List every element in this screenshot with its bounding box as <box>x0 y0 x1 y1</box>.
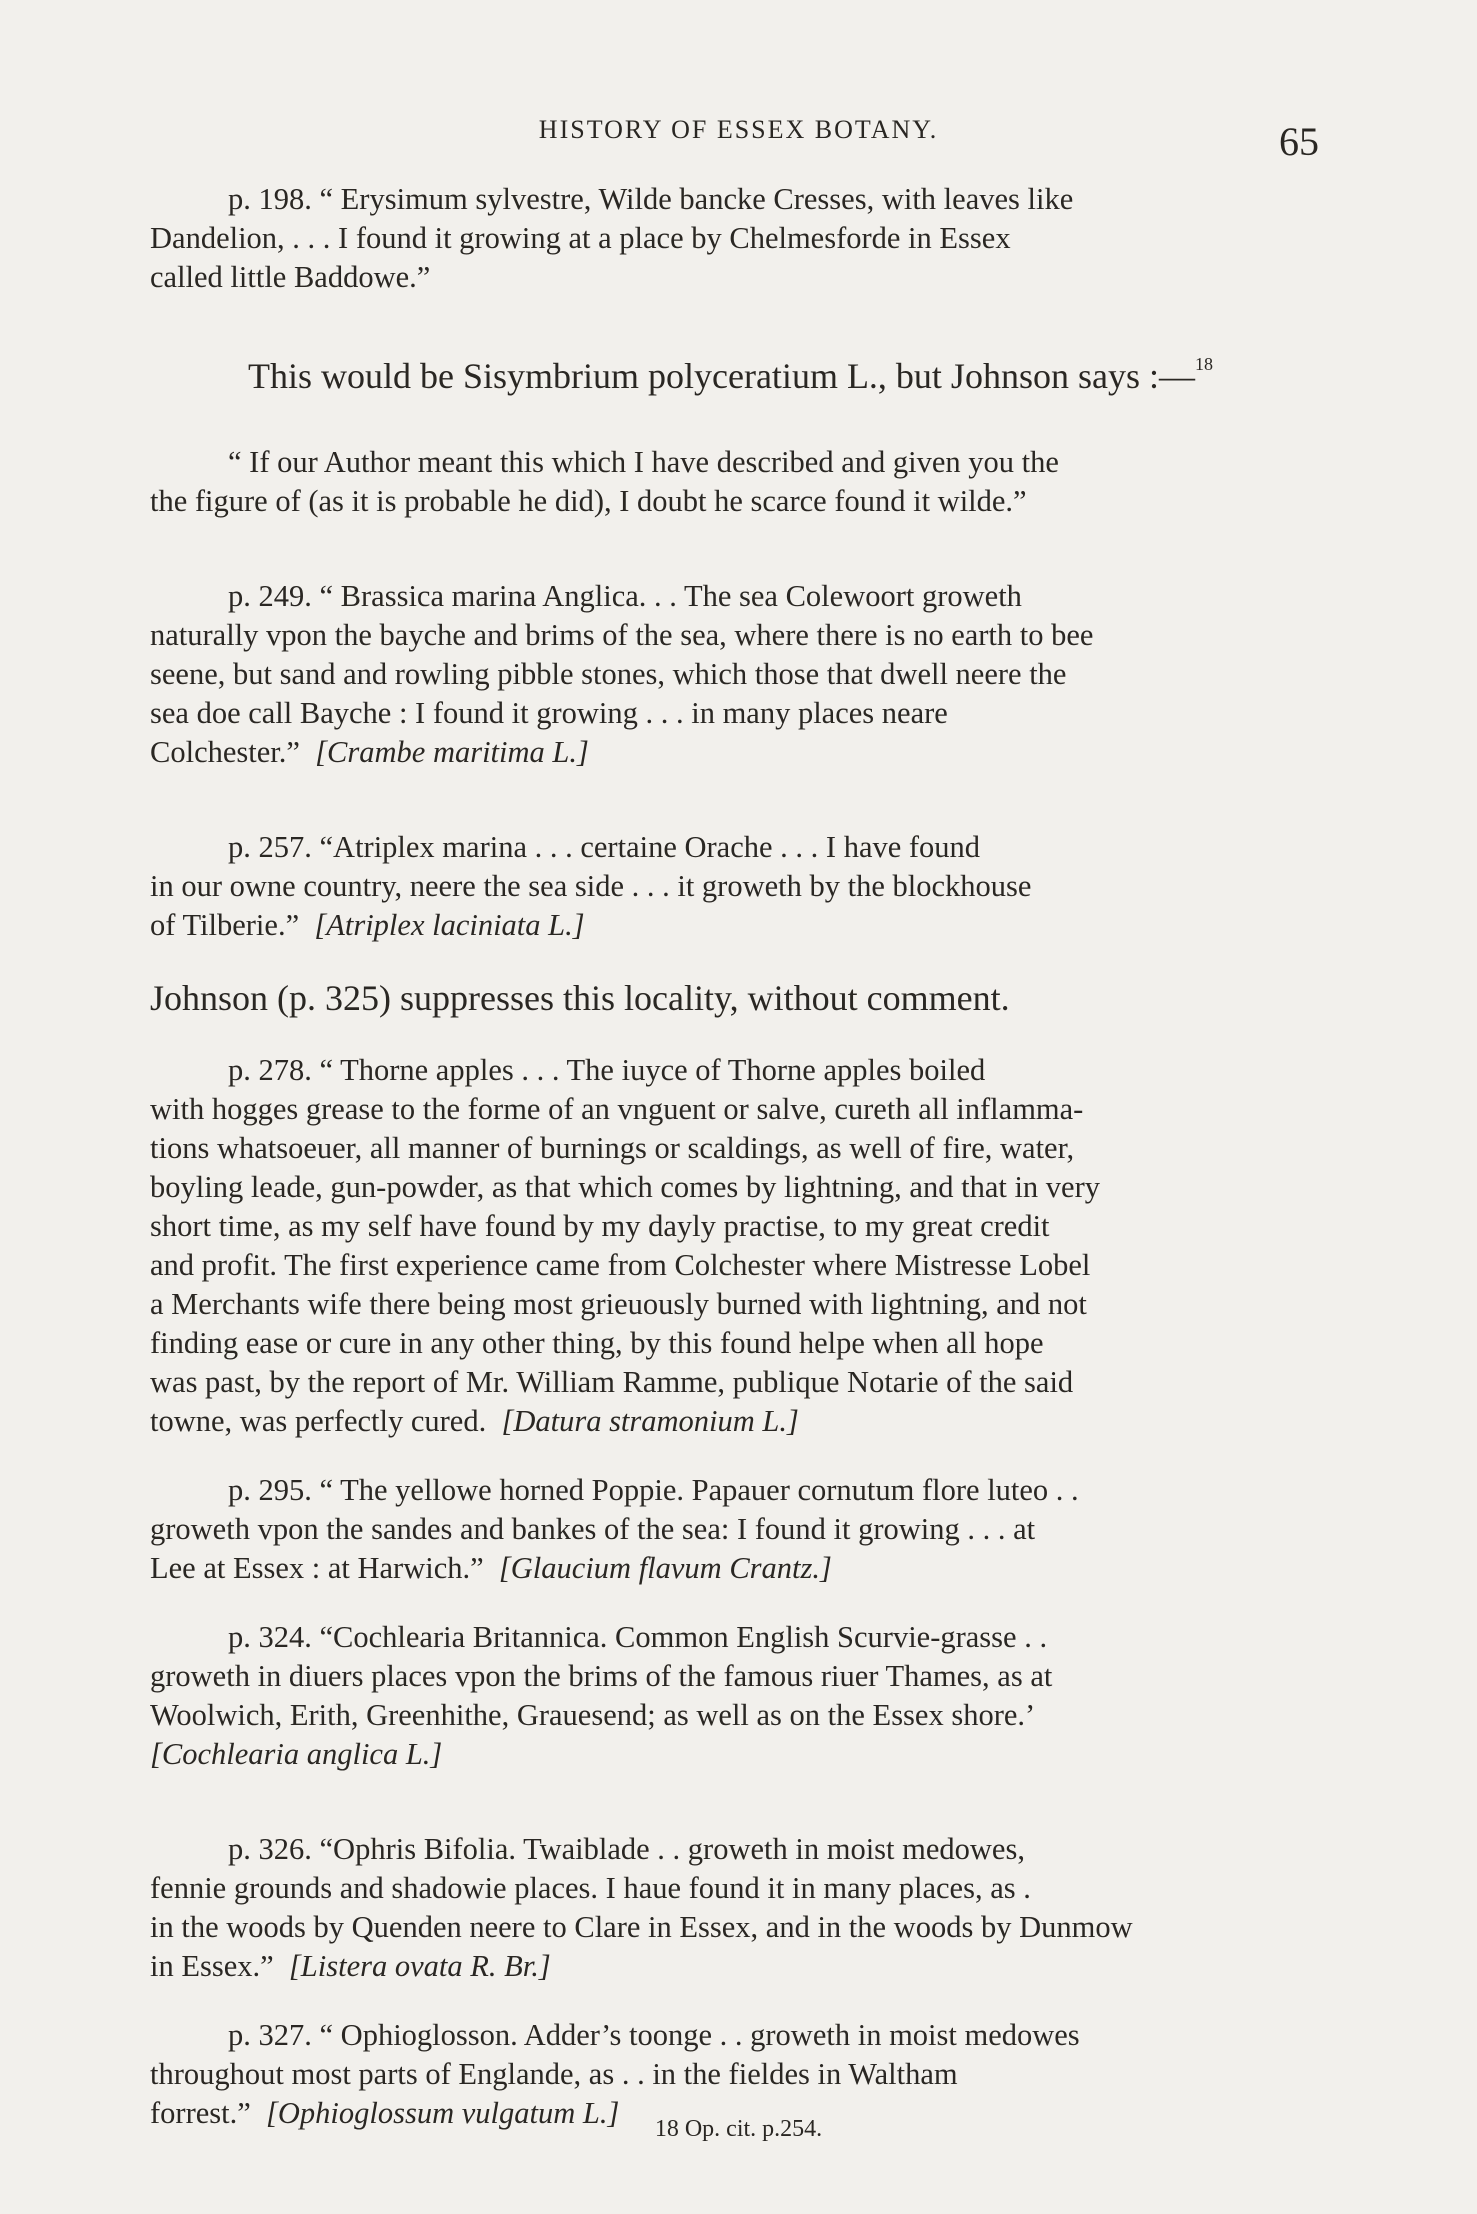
determination: [Glaucium flavum Crantz.] <box>498 1551 832 1585</box>
entry-p278 <box>150 1051 1320 1441</box>
entry-p324 <box>150 1618 1320 1774</box>
entry-line: Lee at Essex : at Harwich.” <box>150 1551 484 1585</box>
entry-p295 <box>150 1471 1320 1588</box>
page-body <box>150 180 1320 2133</box>
entry-line: sea doe call Bayche : I found it growing . . . in many places neare <box>150 696 948 730</box>
quote-line: “ If our Author meant this which I have described and given you the <box>228 445 1059 479</box>
entry-line: naturally vpon the bayche and brims of the sea, where there is no earth to bee <box>150 618 1094 652</box>
entry-line: of Tilberie.” <box>150 908 300 942</box>
entry-line: in the woods by Quenden neere to Clare in Essex, and in the woods by Dunmow <box>150 1910 1133 1944</box>
commentary-johnson-suppresses: Johnson (p. 325) suppresses this locality, without comment. <box>150 978 1010 1018</box>
entry-line: throughout most parts of Englande, as . . in the fieldes in Waltham <box>150 2057 958 2091</box>
entry-line: p. 257. “Atriplex marina . . . certaine Orache . . . I have found <box>228 830 981 864</box>
determination: [Crambe maritima L.] <box>315 735 589 769</box>
entry-line: short time, as my self have found by my dayly practise, to my great credit <box>150 1209 1050 1243</box>
entry-line: was past, by the report of Mr. William Ramme, publique Notarie of the said <box>150 1365 1074 1399</box>
entry-line: a Merchants wife there being most grieuously burned with lightning, and not <box>150 1287 1087 1321</box>
entry-line: called little Baddowe.” <box>150 260 431 294</box>
entry-line: p. 295. “ The yellowe horned Poppie. Papauer cornutum flore luteo . . <box>228 1473 1079 1507</box>
entry-line: Colchester.” <box>150 735 300 769</box>
commentary-text: This would be Sisymbrium polyceratium L., but Johnson says :— <box>248 356 1195 396</box>
determination: [Atriplex laciniata L.] <box>314 908 585 942</box>
entry-line: p. 324. “Cochlearia Britannica. Common English Scurvie-grasse . . <box>228 1620 1048 1654</box>
determination: [Datura stramonium L.] <box>501 1404 799 1438</box>
footnote: 18 Op. cit. p.254. <box>654 2116 823 2142</box>
entry-line: and profit. The first experience came from Colchester where Mistresse Lobel <box>150 1248 1091 1282</box>
entry-line: p. 198. “ Erysimum sylvestre, Wilde bancke Cresses, with leaves like <box>228 182 1074 216</box>
entry-line: Woolwich, Erith, Greenhithe, Grauesend; as well as on the Essex shore.’ <box>150 1698 1036 1732</box>
determination: [Listera ovata R. Br.] <box>288 1949 551 1983</box>
entry-p249 <box>150 577 1320 772</box>
entry-p326 <box>150 1830 1320 1986</box>
entry-line: in our owne country, neere the sea side . . . it groweth by the blockhouse <box>150 869 1032 903</box>
entry-line: boyling leade, gun-powder, as that which comes by lightning, and that in very <box>150 1170 1100 1204</box>
entry-line: seene, but sand and rowling pibble stones, which those that dwell neere the <box>150 657 1067 691</box>
determination: [Ophioglossum vulgatum L.] <box>266 2096 620 2130</box>
entry-p257 <box>150 828 1320 945</box>
entry-line: fennie grounds and shadowie places. I haue found it in many places, as . <box>150 1871 1031 1905</box>
entry-line: p. 326. “Ophris Bifolia. Twaiblade . . groweth in moist medowes, <box>228 1832 1025 1866</box>
entry-line: p. 327. “ Ophioglosson. Adder’s toonge . . groweth in moist medowes <box>228 2018 1080 2052</box>
entry-line: p. 249. “ Brassica marina Anglica. . . The sea Colewoort groweth <box>228 579 1022 613</box>
entry-line: towne, was perfectly cured. <box>150 1404 487 1438</box>
entry-line: Dandelion, . . . I found it growing at a place by Chelmesforde in Essex <box>150 221 1011 255</box>
johnson-quote <box>150 443 1320 521</box>
entry-line: in Essex.” <box>150 1949 274 1983</box>
entry-line: with hogges grease to the forme of an vnguent or salve, cureth all inflamma- <box>150 1092 1084 1126</box>
entry-line: groweth in diuers places vpon the brims of the famous riuer Thames, as at <box>150 1659 1053 1693</box>
entry-p198 <box>150 180 1320 297</box>
running-title: HISTORY OF ESSEX BOTANY. <box>538 115 939 144</box>
page-number: 65 <box>1279 119 1319 164</box>
entry-line: forrest.” <box>150 2096 251 2130</box>
entry-line: finding ease or cure in any other thing, by this found helpe when all hope <box>150 1326 1044 1360</box>
determination: [Cochlearia anglica L.] <box>150 1737 443 1771</box>
footnote-marker: 18 <box>1194 354 1213 374</box>
entry-line: tions whatsoeuer, all manner of burnings or scaldings, as well of fire, water, <box>150 1131 1075 1165</box>
quote-line: the figure of (as it is probable he did), I doubt he scarce found it wilde.” <box>150 484 1027 518</box>
entry-line: p. 278. “ Thorne apples . . . The iuyce of Thorne apples boiled <box>228 1053 986 1087</box>
entry-line: groweth vpon the sandes and bankes of the sea: I found it growing . . . at <box>150 1512 1036 1546</box>
commentary-sisymbrium <box>150 341 1320 399</box>
